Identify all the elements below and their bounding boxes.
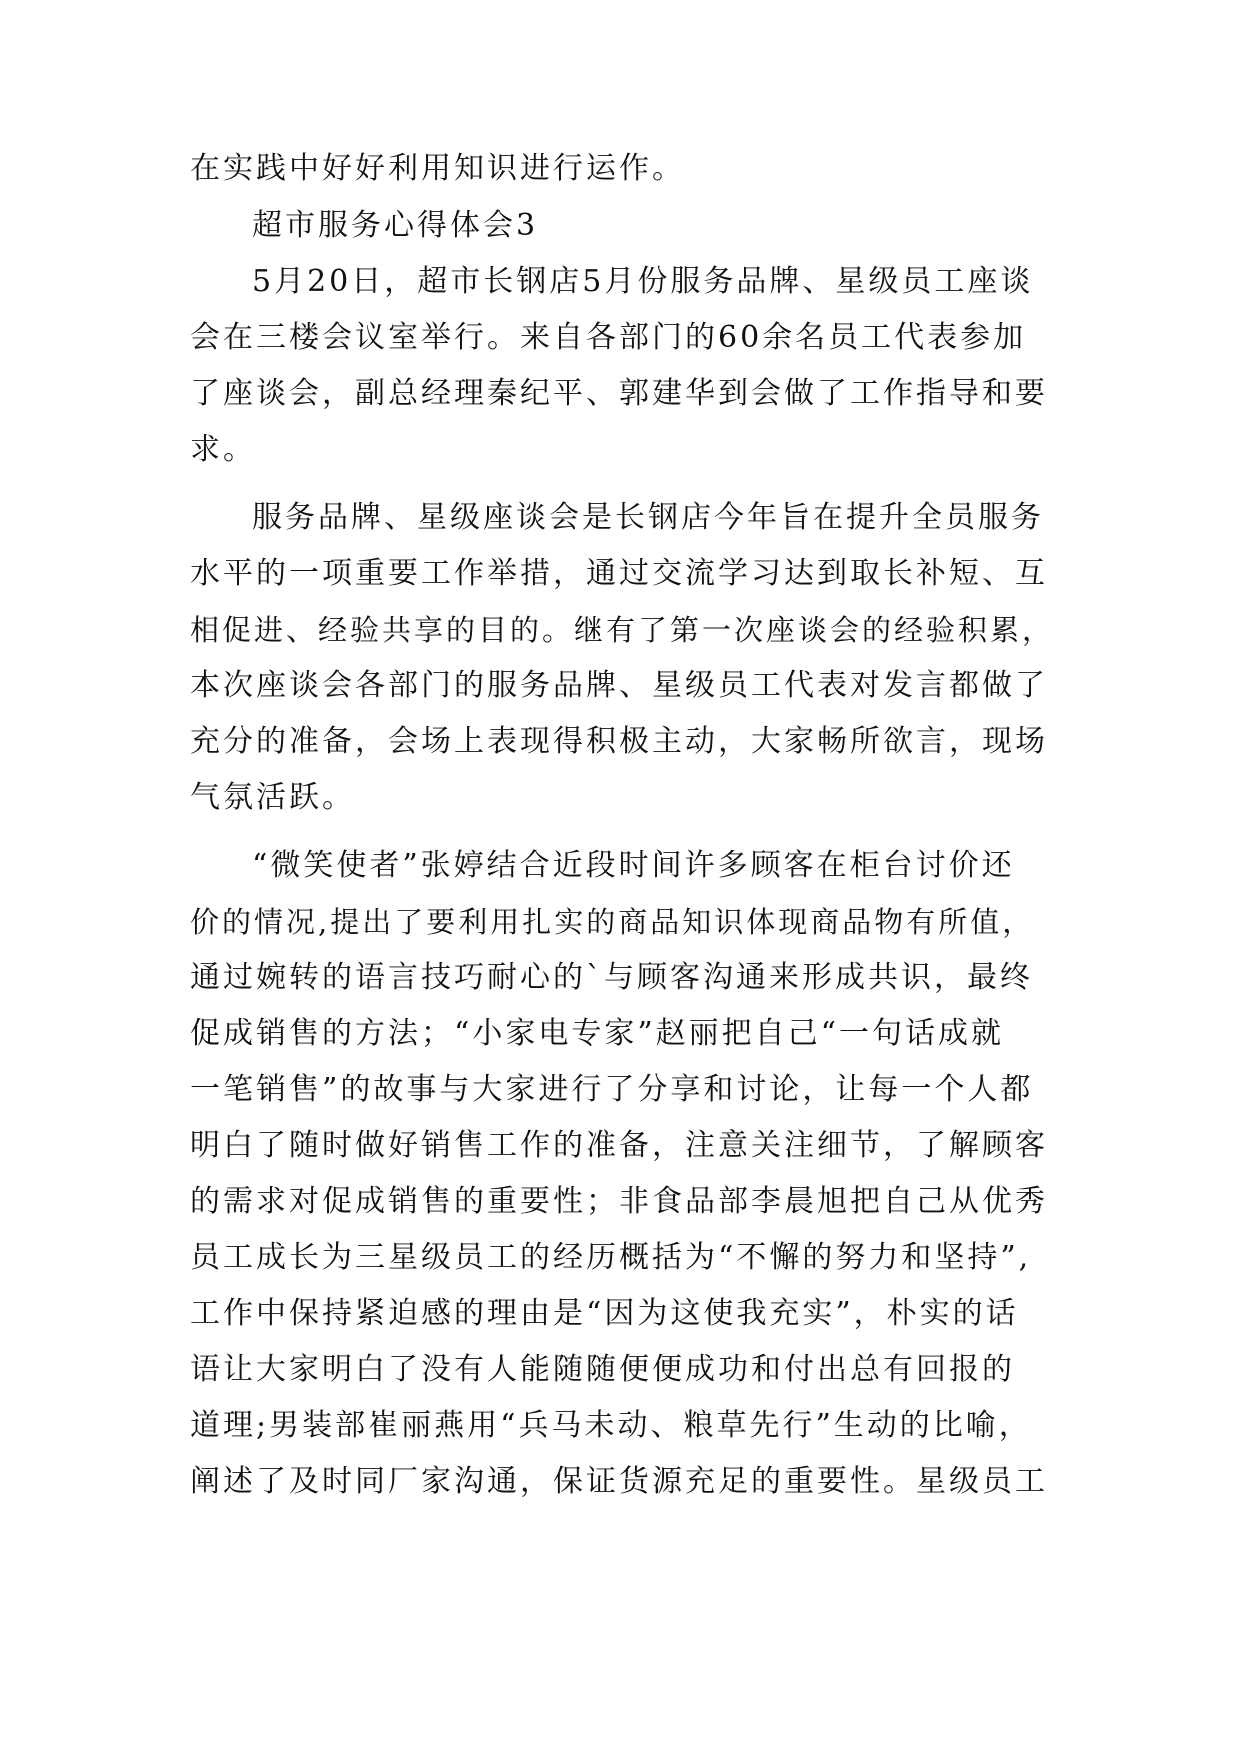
paragraph-line: 5月20日，超市长钢店5月份服务品牌、星级员工座谈 — [252, 264, 1034, 299]
paragraph-line: 明白了随时做好销售工作的准备，注意关注细节，了解顾客 — [190, 1128, 1048, 1163]
section-title: 超市服务心得体会3 — [252, 208, 539, 243]
paragraph-line: 会在三楼会议室举行。来自各部门的60余名员工代表参加 — [190, 320, 1027, 355]
paragraph-line: 相促进、经验共享的目的。继有了第一次座谈会的经验积累， — [190, 613, 1055, 647]
paragraph-line: 在实践中好好利用知识进行运作。 — [190, 151, 685, 186]
paragraph-line: 工作中保持紧迫感的理由是“因为这使我充实”，朴实的话 — [190, 1296, 1019, 1331]
paragraph-line: 了座谈会，副总经理秦纪平、郭建华到会做了工作指导和要 — [190, 376, 1048, 411]
paragraph-line: 充分的准备，会场上表现得积极主动，大家畅所欲言，现场 — [190, 724, 1048, 759]
paragraph-line: 求。 — [190, 432, 256, 467]
paragraph-line: 的需求对促成销售的重要性；非食品部李晨旭把自己从优秀 — [190, 1184, 1048, 1219]
paragraph-line: 语让大家明白了没有人能随随便便成功和付出总有回报的 — [190, 1352, 1015, 1387]
paragraph-line: 阐述了及时同厂家沟通，保证货源充足的重要性。星级员工 — [190, 1464, 1048, 1499]
paragraph-line: “微笑使者”张婷结合近段时间许多顾客在柜台讨价还 — [252, 848, 1015, 883]
paragraph-line: 本次座谈会各部门的服务品牌、星级员工代表对发言都做了 — [190, 668, 1048, 703]
paragraph-line: 促成销售的方法；“小家电专家”赵丽把自己“一句话成就 — [190, 1016, 1005, 1051]
paragraph-line: 价的情况,提出了要利用扎实的商品知识体现商品物有所值， — [190, 905, 1035, 939]
paragraph-line: 水平的一项重要工作举措，通过交流学习达到取长补短、互 — [190, 556, 1048, 591]
paragraph-line: 通过婉转的语言技巧耐心的`与顾客沟通来形成共识，最终 — [190, 960, 1033, 995]
paragraph-line: 气氛活跃。 — [190, 780, 355, 815]
paragraph-line: 服务品牌、星级座谈会是长钢店今年旨在提升全员服务 — [252, 500, 1044, 535]
paragraph-line: 道理;男装部崔丽燕用“兵马未动、粮草先行”生动的比喻， — [190, 1408, 1032, 1443]
paragraph-line: 一笔销售”的故事与大家进行了分享和讨论，让每一个人都 — [190, 1072, 1034, 1107]
paragraph-line: 员工成长为三星级员工的经历概括为“不懈的努力和坚持”, — [190, 1240, 1032, 1275]
